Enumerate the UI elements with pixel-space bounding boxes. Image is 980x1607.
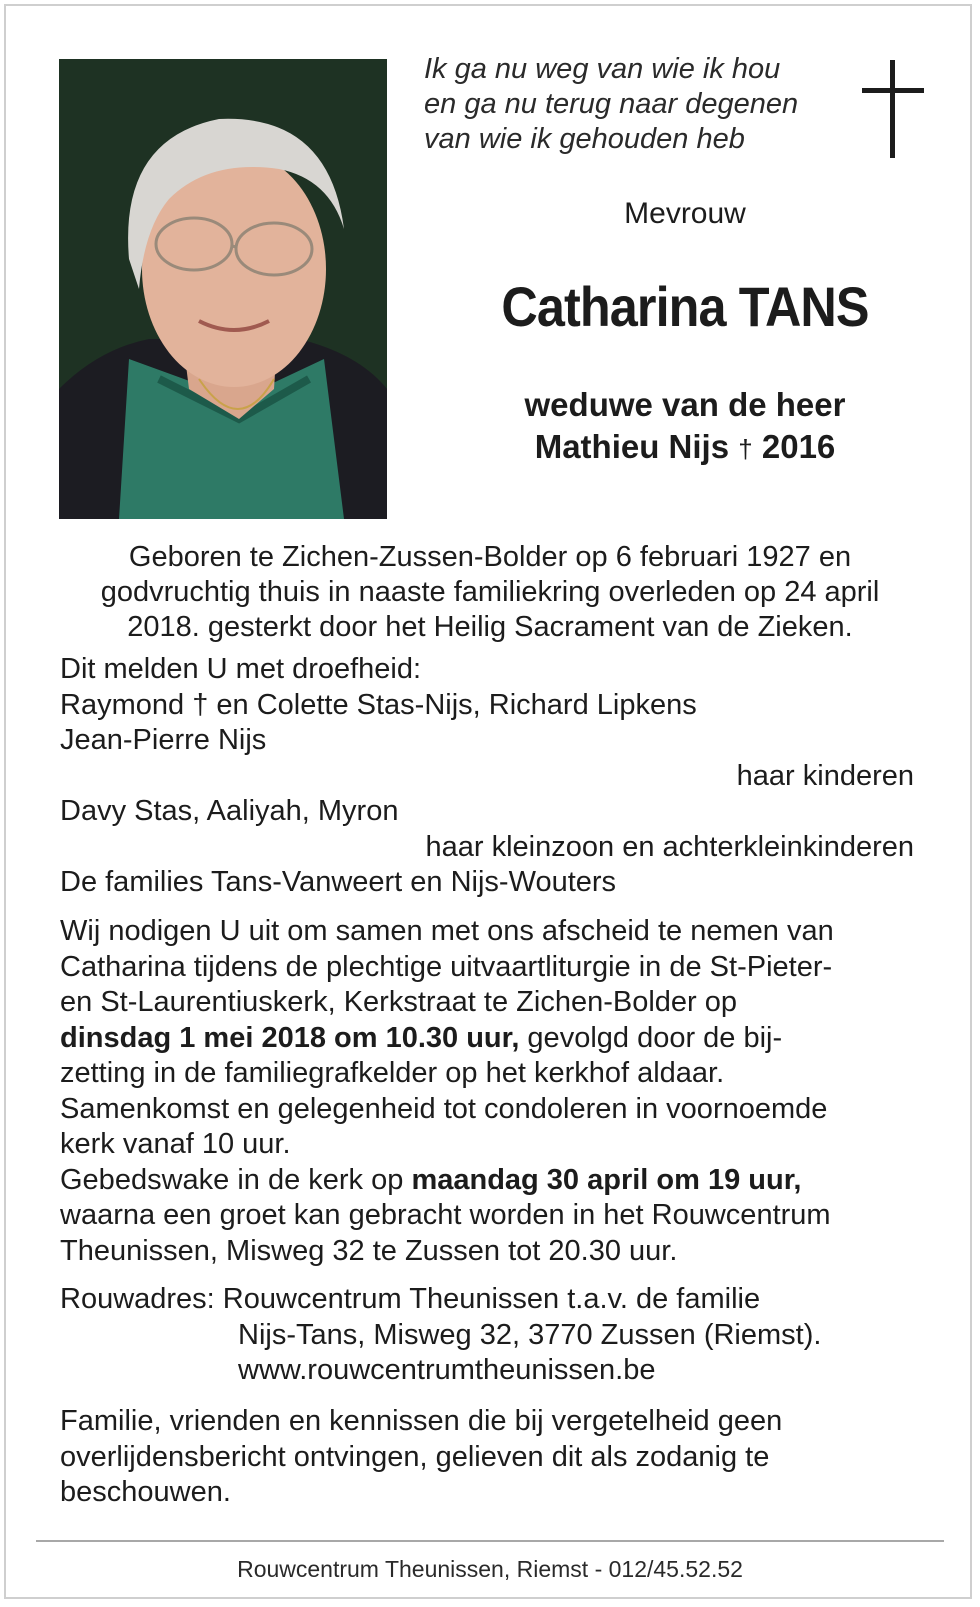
footer: Rouwcentrum Theunissen, Riemst - 012/45.52.52: [237, 1556, 743, 1582]
cross-small-icon: †: [738, 434, 753, 464]
born-line: Geboren te Zichen-Zussen-Bolder op 6 februari 1927 en: [128, 541, 852, 573]
invite-line: [60, 1021, 920, 1057]
born-line: 2018. gesterkt door het Heilig Sacrament van de Zieken.: [127, 611, 853, 643]
widow-line-2: [430, 426, 940, 470]
family-intro: Dit melden U met droefheid:: [60, 653, 422, 685]
mourning-address: [60, 1282, 920, 1389]
invite-line: kerk vanaf 10 uur.: [60, 1128, 291, 1160]
children-rest: en Colette Stas-Nijs, Richard Lipkens: [216, 688, 697, 721]
closing-line: Familie, vrienden en kennissen die bij vergetelheid geen: [60, 1405, 783, 1437]
widow-of: [430, 384, 940, 470]
child-name: Raymond: [60, 688, 185, 721]
address-line: Rouwadres: Rouwcentrum Theunissen t.a.v. de familie: [60, 1283, 761, 1315]
vigil-intro: Gebedswake in de kerk op: [60, 1163, 412, 1196]
poem-line: en ga nu terug naar degenen: [424, 88, 799, 120]
address-line: Nijs-Tans, Misweg 32, 3770 Zussen (Riemst).: [238, 1318, 822, 1351]
invite-rest: gevolgd door de bij-: [519, 1021, 783, 1054]
poem-line: van wie ik gehouden heb: [424, 123, 745, 155]
poem: [424, 52, 864, 157]
widow-line-1: weduwe van de heer: [524, 386, 846, 423]
spouse-name: Mathieu Nijs: [534, 428, 730, 465]
funeral-invitation: [60, 914, 920, 1269]
invite-line: Theunissen, Misweg 32 te Zussen tot 20.30 uur.: [60, 1234, 678, 1267]
birth-death-notice: [60, 540, 920, 645]
family-list: [60, 652, 920, 901]
invite-line: Catharina tijdens de plechtige uitvaartliturgie in de St-Pieter-: [60, 950, 833, 983]
invite-line: Samenkomst en gelegenheid tot condoleren in voornoemde: [60, 1092, 828, 1125]
born-line: godvruchtig thuis in naaste familiekring overleden op 24 april: [100, 576, 880, 608]
portrait-photo: [59, 59, 387, 519]
invite-line: [60, 1163, 920, 1199]
children-label: haar kinderen: [736, 759, 914, 792]
closing-line: beschouwen.: [60, 1476, 231, 1508]
poem-line: Ik ga nu weg van wie ik hou: [424, 53, 781, 85]
deceased-name: Catharina TANS: [501, 275, 869, 338]
invite-line: zetting in de familiegrafkelder op het kerkhof aldaar.: [60, 1057, 725, 1089]
closing-note: [60, 1404, 920, 1511]
children-line: [60, 688, 920, 724]
closing-line: overlijdensbericht ontvingen, gelieven dit als zodanig te: [60, 1440, 770, 1473]
spouse-death-year: 2016: [761, 428, 836, 465]
families-line: De families Tans-Vanweert en Nijs-Wouters: [60, 866, 617, 898]
grandchildren-label: haar kleinzoon en achterkleinkinderen: [425, 830, 914, 863]
children-line: Jean-Pierre Nijs: [60, 724, 267, 756]
grandchildren-line: Davy Stas, Aaliyah, Myron: [60, 795, 399, 827]
footer-divider: [36, 1540, 944, 1542]
salutation: Mevrouw: [624, 197, 746, 230]
cross-icon: [862, 60, 924, 158]
invite-line: en St-Laurentiuskerk, Kerkstraat te Zichen-Bolder op: [60, 986, 737, 1018]
cross-small-icon: †: [192, 688, 209, 721]
vigil-date: maandag 30 april om 19 uur,: [411, 1163, 802, 1196]
funeral-date: dinsdag 1 mei 2018 om 10.30 uur,: [60, 1021, 520, 1054]
invite-line: Wij nodigen U uit om samen met ons afscheid te nemen van: [60, 915, 834, 947]
invite-line: waarna een groet kan gebracht worden in het Rouwcentrum: [60, 1199, 831, 1231]
website-link[interactable]: www.rouwcentrumtheunissen.be: [238, 1354, 656, 1386]
